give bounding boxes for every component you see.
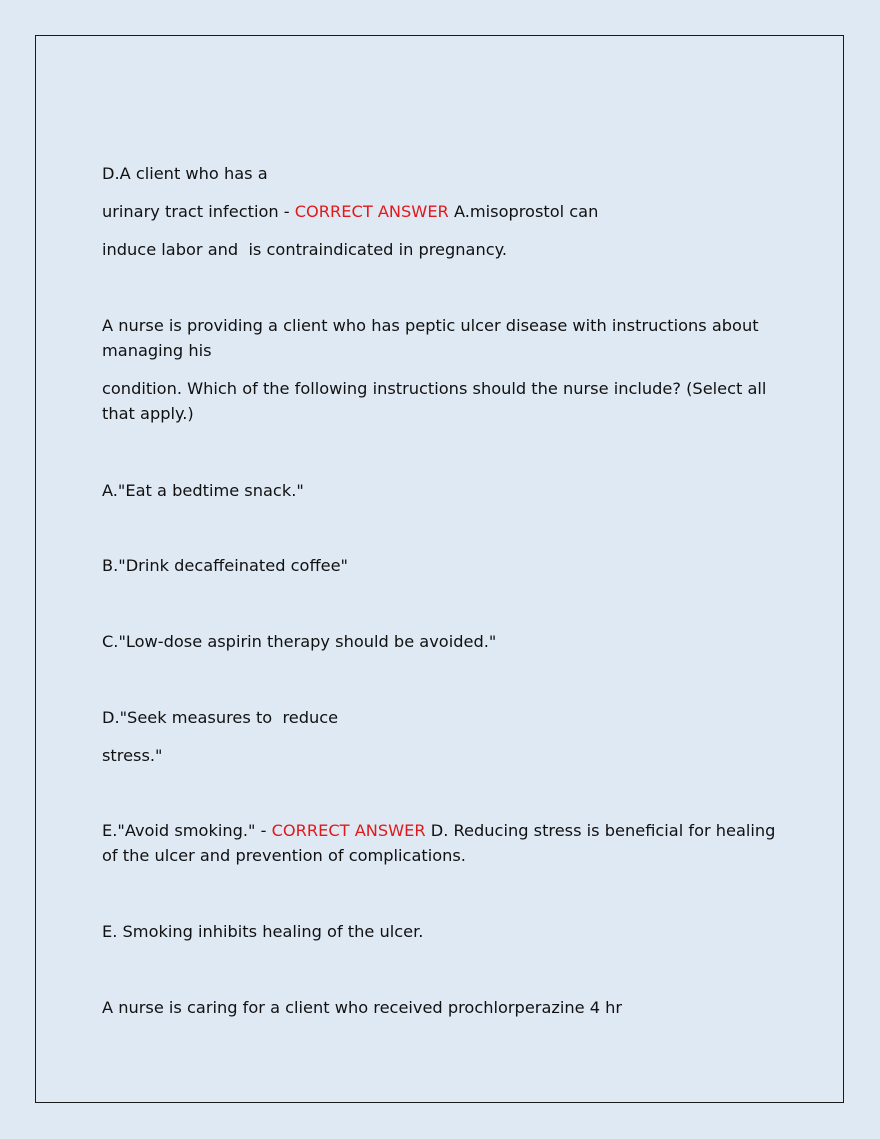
rationale-line: induce labor and is contraindicated in pregnancy. (102, 240, 508, 259)
answer-line-text: urinary tract infection - (102, 202, 295, 221)
option-a: A."Eat a bedtime snack." (102, 481, 304, 500)
next-question-stem: A nurse is caring for a client who received prochlorperazine 4 hr (102, 998, 623, 1017)
option-d-line1: D."Seek measures to reduce (102, 708, 339, 727)
rationale-e: E. Smoking inhibits healing of the ulcer. (102, 922, 424, 941)
correct-answer-label: CORRECT ANSWER (294, 202, 449, 221)
answer-line (102, 199, 782, 224)
option-e-answer (102, 818, 782, 868)
option-e-rationale: D. Reducing stress is beneficial for healing of the ulcer and prevention of complications. (102, 821, 781, 865)
option-e-text: E."Avoid smoking." - (102, 821, 272, 840)
question-stem-line1: A nurse is providing a client who has peptic ulcer disease with instructions about managing his (102, 316, 764, 360)
option-d-line2: stress." (102, 746, 163, 765)
answer-option-d-line1: D.A client who has a (102, 164, 268, 183)
question-stem-line2: condition. Which of the following instructions should the nurse include? (Select all that apply.) (102, 379, 772, 423)
option-c: C."Low-dose aspirin therapy should be avoided." (102, 632, 497, 651)
answer-rationale-text: A.misoprostol can (448, 202, 599, 221)
correct-answer-label: CORRECT ANSWER (271, 821, 426, 840)
option-b: B."Drink decaffeinated coffee" (102, 556, 348, 575)
